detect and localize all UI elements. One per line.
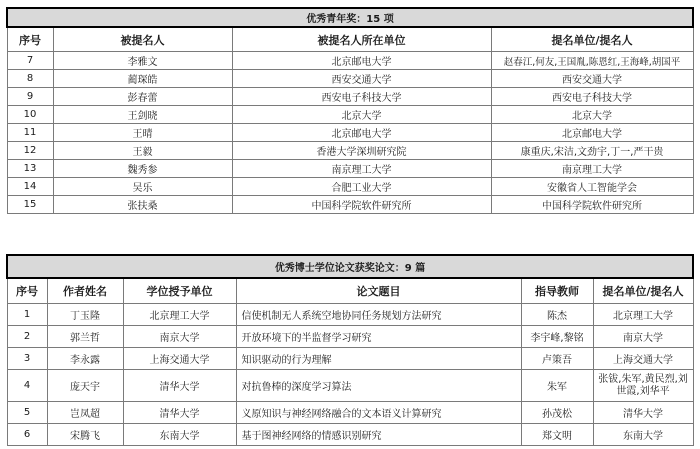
cell-nominator: 北京理工大学 bbox=[593, 304, 693, 326]
cell-thesis-title: 信使机制无人系统空地协同任务规划方法研究 bbox=[236, 304, 521, 326]
cell-degree-institution: 南京大学 bbox=[123, 326, 236, 348]
cell-degree-institution: 北京理工大学 bbox=[123, 304, 236, 326]
cell-nominator: 北京大学 bbox=[491, 106, 693, 124]
table-row bbox=[7, 52, 693, 70]
cell-nominator: 安徽省人工智能学会 bbox=[491, 178, 693, 196]
cell-index: 6 bbox=[7, 424, 47, 446]
cell-index: 3 bbox=[7, 348, 47, 370]
cell-author: 李永露 bbox=[47, 348, 123, 370]
table-row bbox=[7, 348, 693, 370]
cell-index: 13 bbox=[7, 160, 53, 178]
cell-nominee: 魏秀参 bbox=[53, 160, 232, 178]
thesis-award-table bbox=[6, 254, 694, 446]
cell-institution: 北京大学 bbox=[232, 106, 491, 124]
cell-institution: 中国科学院软件研究所 bbox=[232, 196, 491, 214]
cell-thesis-title: 基于图神经网络的情感识别研究 bbox=[236, 424, 521, 446]
thesis-header-row bbox=[7, 278, 693, 304]
youth-award-table bbox=[6, 7, 694, 214]
table-row bbox=[7, 304, 693, 326]
table-row bbox=[7, 326, 693, 348]
thesis-award-title: 优秀博士学位论文获奖论文：9 篇 bbox=[7, 255, 693, 278]
cell-advisor: 卢策吾 bbox=[521, 348, 593, 370]
thesis-header-author: 作者姓名 bbox=[47, 278, 123, 304]
cell-nominee: 张扶桑 bbox=[53, 196, 232, 214]
cell-institution: 北京邮电大学 bbox=[232, 52, 491, 70]
table-row bbox=[7, 124, 693, 142]
cell-index: 14 bbox=[7, 178, 53, 196]
cell-nominator: 西安交通大学 bbox=[491, 70, 693, 88]
cell-index: 15 bbox=[7, 196, 53, 214]
youth-header-row bbox=[7, 27, 693, 52]
cell-degree-institution: 东南大学 bbox=[123, 424, 236, 446]
cell-nominee: 李雅文 bbox=[53, 52, 232, 70]
youth-header-index: 序号 bbox=[7, 27, 53, 52]
cell-advisor: 郑文明 bbox=[521, 424, 593, 446]
cell-nominator: 康重庆,宋洁,文劲宇,丁一,严干贵 bbox=[491, 142, 693, 160]
cell-index: 12 bbox=[7, 142, 53, 160]
thesis-header-title: 论文题目 bbox=[236, 278, 521, 304]
cell-index: 1 bbox=[7, 304, 47, 326]
cell-nominee: 王晴 bbox=[53, 124, 232, 142]
cell-thesis-title: 义原知识与神经网络融合的文本语义计算研究 bbox=[236, 402, 521, 424]
thesis-header-nominator: 提名单位/提名人 bbox=[593, 278, 693, 304]
cell-nominator: 赵春江,何友,王国胤,陈恩红,王海峰,胡国平 bbox=[491, 52, 693, 70]
cell-index: 2 bbox=[7, 326, 47, 348]
cell-advisor: 李宇峰,黎铭 bbox=[521, 326, 593, 348]
cell-nominator: 东南大学 bbox=[593, 424, 693, 446]
cell-index: 7 bbox=[7, 52, 53, 70]
cell-nominee: 王剑晓 bbox=[53, 106, 232, 124]
cell-institution: 南京理工大学 bbox=[232, 160, 491, 178]
cell-index: 10 bbox=[7, 106, 53, 124]
cell-institution: 合肥工业大学 bbox=[232, 178, 491, 196]
cell-nominee: 吴乐 bbox=[53, 178, 232, 196]
cell-index: 11 bbox=[7, 124, 53, 142]
cell-nominator: 南京大学 bbox=[593, 326, 693, 348]
cell-institution: 北京邮电大学 bbox=[232, 124, 491, 142]
youth-header-institution: 被提名人所在单位 bbox=[232, 27, 491, 52]
cell-institution: 香港大学深圳研究院 bbox=[232, 142, 491, 160]
cell-author: 宋腾飞 bbox=[47, 424, 123, 446]
youth-header-nominator: 提名单位/提名人 bbox=[491, 27, 693, 52]
cell-nominee: 彭春蕾 bbox=[53, 88, 232, 106]
cell-nominee: 蔺琛皓 bbox=[53, 70, 232, 88]
thesis-header-degree-institution: 学位授予单位 bbox=[123, 278, 236, 304]
cell-advisor: 朱军 bbox=[521, 370, 593, 402]
table-row bbox=[7, 70, 693, 88]
cell-nominator: 南京理工大学 bbox=[491, 160, 693, 178]
cell-index: 8 bbox=[7, 70, 53, 88]
cell-degree-institution: 上海交通大学 bbox=[123, 348, 236, 370]
cell-nominator: 张钹,朱军,黄民烈,刘世霞,刘华平 bbox=[593, 370, 693, 402]
table-row bbox=[7, 402, 693, 424]
thesis-header-index: 序号 bbox=[7, 278, 47, 304]
table-row bbox=[7, 88, 693, 106]
cell-nominator: 中国科学院软件研究所 bbox=[491, 196, 693, 214]
cell-degree-institution: 清华大学 bbox=[123, 402, 236, 424]
cell-thesis-title: 开放环境下的半监督学习研究 bbox=[236, 326, 521, 348]
cell-nominator: 北京邮电大学 bbox=[491, 124, 693, 142]
cell-institution: 西安电子科技大学 bbox=[232, 88, 491, 106]
table-row bbox=[7, 196, 693, 214]
cell-advisor: 孙茂松 bbox=[521, 402, 593, 424]
cell-index: 4 bbox=[7, 370, 47, 402]
cell-degree-institution: 清华大学 bbox=[123, 370, 236, 402]
cell-advisor: 陈杰 bbox=[521, 304, 593, 326]
cell-nominator: 西安电子科技大学 bbox=[491, 88, 693, 106]
table-row bbox=[7, 106, 693, 124]
table-row bbox=[7, 160, 693, 178]
table-row bbox=[7, 142, 693, 160]
cell-thesis-title: 知识驱动的行为理解 bbox=[236, 348, 521, 370]
cell-thesis-title: 对抗鲁棒的深度学习算法 bbox=[236, 370, 521, 402]
cell-index: 5 bbox=[7, 402, 47, 424]
cell-author: 郭兰哲 bbox=[47, 326, 123, 348]
cell-author: 庞天宇 bbox=[47, 370, 123, 402]
table-row bbox=[7, 370, 693, 402]
table-row bbox=[7, 178, 693, 196]
youth-header-nominee: 被提名人 bbox=[53, 27, 232, 52]
cell-nominee: 王毅 bbox=[53, 142, 232, 160]
cell-nominator: 清华大学 bbox=[593, 402, 693, 424]
cell-index: 9 bbox=[7, 88, 53, 106]
cell-author: 丁玉隆 bbox=[47, 304, 123, 326]
thesis-header-advisor: 指导教师 bbox=[521, 278, 593, 304]
cell-nominator: 上海交通大学 bbox=[593, 348, 693, 370]
table-row bbox=[7, 424, 693, 446]
cell-author: 岂凤超 bbox=[47, 402, 123, 424]
youth-award-title: 优秀青年奖：15 项 bbox=[7, 8, 693, 27]
cell-institution: 西安交通大学 bbox=[232, 70, 491, 88]
